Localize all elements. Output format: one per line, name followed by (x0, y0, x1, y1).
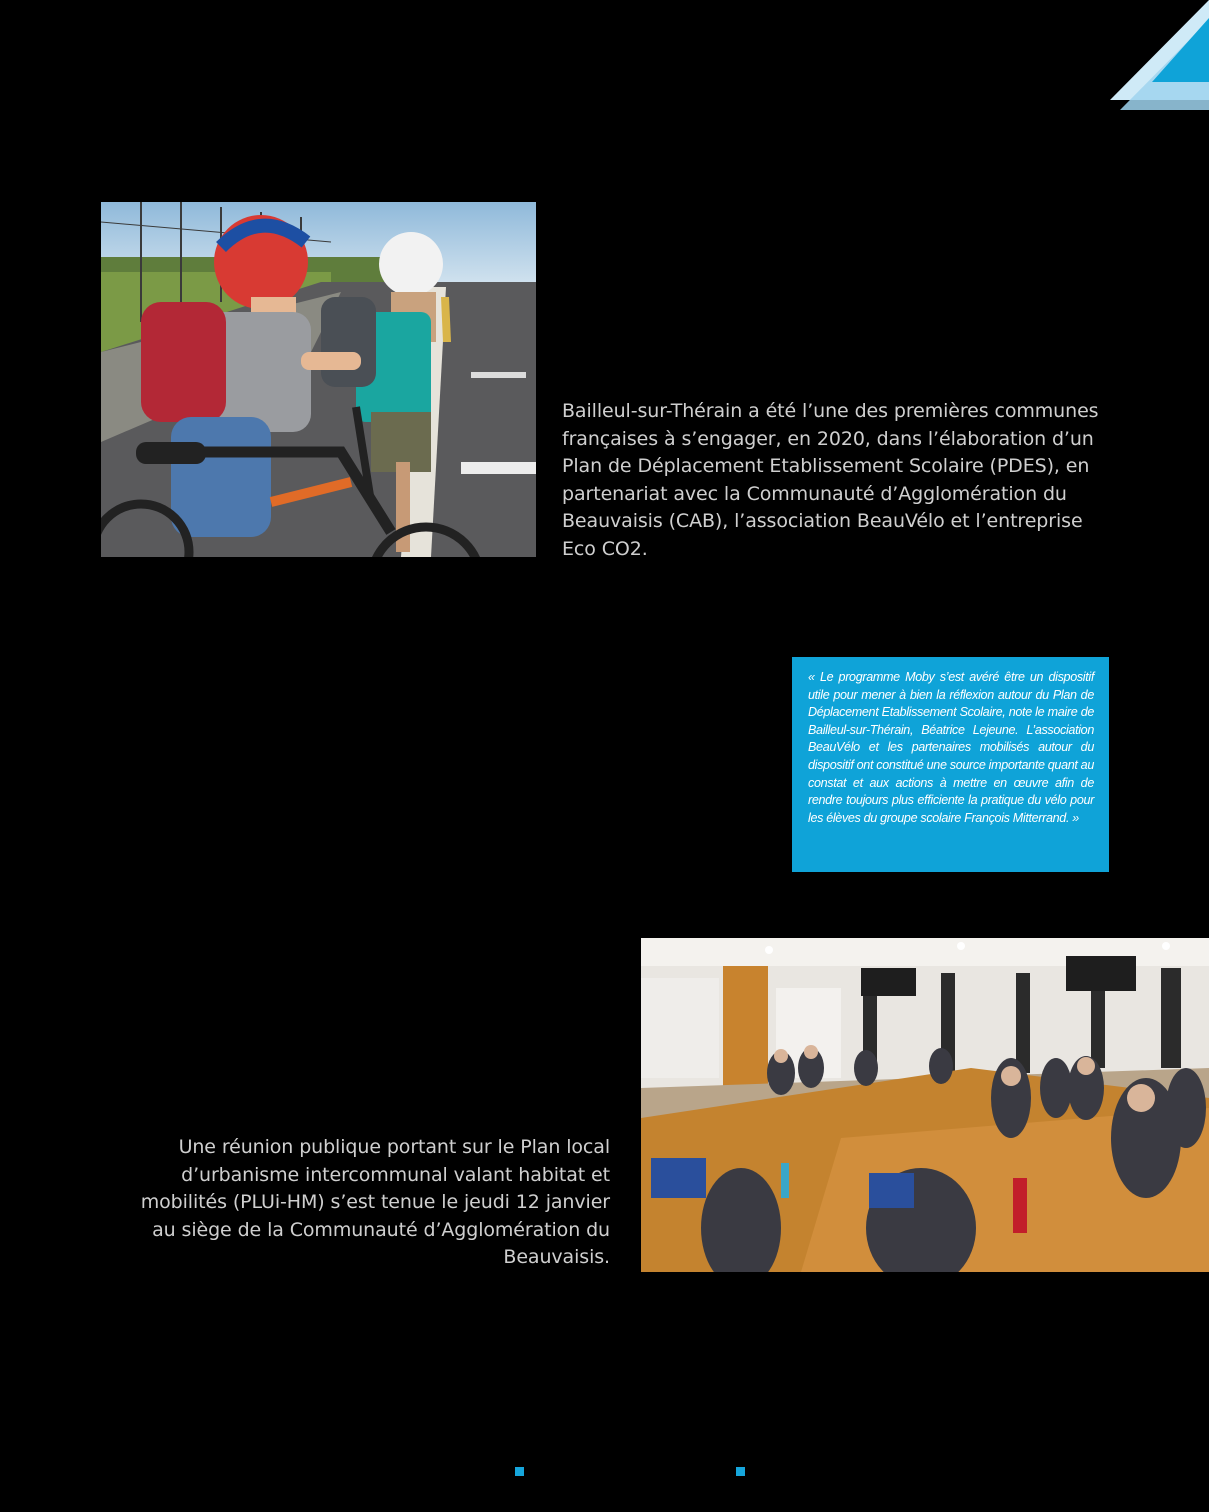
intro-paragraph: Bailleul-sur-Thérain a été l’une des premières communes françaises à s’engager, en 2020, dans l’élaboration d’un Plan de Déplacement Etablissement Scolaire (PDES), en partenariat avec la Communauté d’Agglomération du Beauvaisis (CAB), l’association BeauVélo et l’entreprise Eco CO2. (562, 400, 1099, 560)
mayor-quote-text: « Le programme Moby s’est avéré être un dispositif utile pour mener à bien la réflexion autour du Plan de Déplacement Etablissement Scolaire, note le maire de Bailleul-sur-Thérain, Béatrice Lejeune. L’association BeauVélo et les partenaires mobilisés autour du dispositif ont constitué une source importante quant au constat et aux actions à mettre en œuvre afin de rendre toujours plus efficiente la pratique du vélo pour les élèves du groupe scolaire François Mitterrand. » (808, 670, 1094, 825)
footer-marker-right (736, 1467, 745, 1476)
children-cycling-photo (101, 202, 536, 557)
mayor-quote-box (792, 657, 1109, 872)
meeting-paragraph: Une réunion publique portant sur le Plan local d’urbanisme intercommunal valant habitat et mobilités (PLUi-HM) s’est tenue le jeudi 12 janvier au siège de la Communauté d’Agglomération du Beauvaisis. (140, 1136, 610, 1268)
public-meeting-photo (641, 938, 1209, 1272)
footer-marker-left (515, 1467, 524, 1476)
corner-accent-graphic (1100, 0, 1209, 115)
